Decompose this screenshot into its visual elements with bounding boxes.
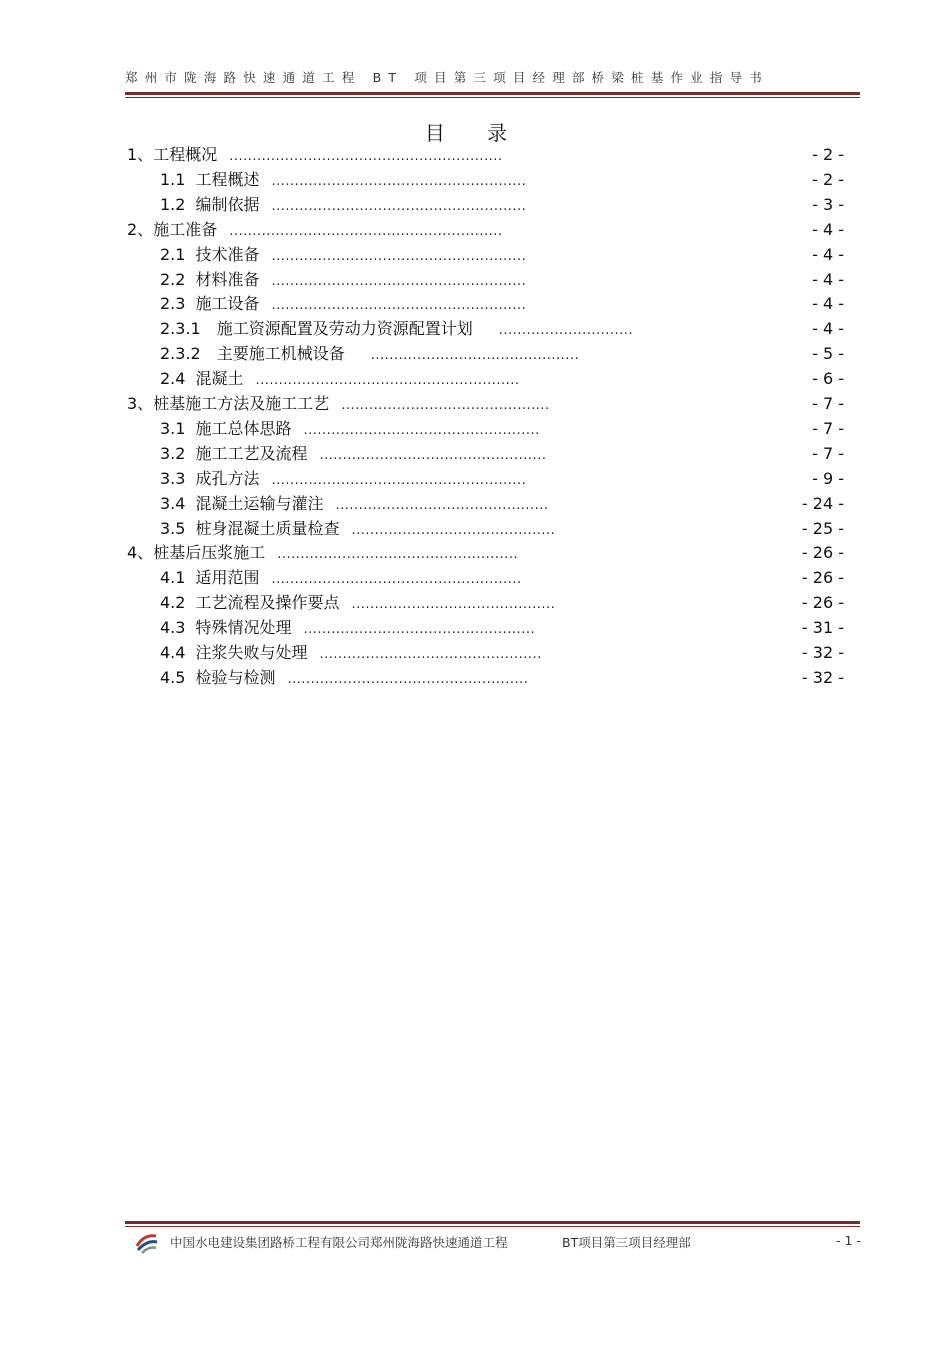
header-title: 郑州市陇海路快速通道工程 BT 项目第三项目经理部桥梁桩基作业指导书 — [125, 70, 769, 85]
toc-entry-number: 2.4 — [160, 369, 186, 389]
toc-entry-title: 桩身混凝土质量检查 — [195, 518, 340, 538]
toc-entry-leader: ........................................................... — [229, 223, 503, 239]
toc-entry[interactable] — [160, 467, 526, 491]
footer-page-number: - 1 - — [836, 1233, 861, 1248]
toc-entry-title: 施工工艺及流程 — [195, 443, 308, 463]
toc-entry[interactable] — [127, 541, 518, 565]
toc-entry-title: 桩基后压浆施工 — [153, 543, 266, 563]
toc-entry-leader: ....................................................... — [271, 173, 527, 189]
toc-entry-page: - 4 - — [812, 294, 844, 314]
toc-entry-number: 2、 — [127, 219, 154, 239]
toc-entry-leader: ....................................................... — [271, 248, 527, 264]
toc-entry-leader: ................................................... — [303, 422, 540, 438]
toc-entry-title: 检验与检测 — [195, 667, 276, 687]
toc-entry-leader: ............................................. — [370, 348, 580, 364]
toc-entry-number: 1、 — [127, 145, 154, 164]
toc-entry-title: 材料准备 — [195, 269, 260, 289]
toc-entry-number: 4.3 — [160, 618, 186, 638]
toc-entry-title: 桩基施工方法及施工工艺 — [153, 394, 330, 413]
toc-entry[interactable] — [160, 442, 546, 466]
toc-entry-number: 3.2 — [160, 443, 186, 463]
toc-entry-number: 1.1 — [160, 169, 186, 189]
toc-entry-leader: .................................................. — [303, 622, 536, 638]
toc-entry[interactable] — [160, 641, 542, 665]
toc-entry-page: - 26 - — [801, 543, 844, 563]
toc-entry-title: 工程概述 — [195, 169, 260, 189]
toc-entry[interactable] — [160, 492, 549, 516]
toc-entry-number: 4.4 — [160, 643, 186, 662]
toc-entry-leader: ........................................................... — [229, 149, 503, 164]
toc-entry-leader: .............................................. — [335, 497, 549, 513]
toc-entry-leader: .................................................... — [287, 671, 529, 687]
toc-entry[interactable] — [160, 566, 522, 590]
toc-entry-leader: ....................................................... — [271, 198, 527, 214]
toc-entry-title: 编制依据 — [195, 194, 260, 214]
toc-entry[interactable] — [160, 367, 520, 391]
toc-entry[interactable] — [160, 292, 526, 316]
toc-entry-title: 工艺流程及操作要点 — [195, 593, 340, 613]
toc-entry-title: 施工资源配置及劳动力资源配置计划 — [216, 319, 473, 339]
toc-entry-leader: ....................................................... — [271, 472, 527, 488]
toc-entry-number: 3.1 — [160, 418, 186, 438]
toc-entry-page: - 2 - — [812, 169, 844, 189]
toc-entry-title: 施工准备 — [153, 219, 218, 239]
toc-entry-page: - 4 - — [812, 269, 844, 289]
toc-entry-number: 4、 — [127, 543, 154, 563]
footer-company: 中国水电建设集团路桥工程有限公司郑州陇海路快速通道工程 — [170, 1235, 508, 1250]
toc-entry[interactable] — [160, 317, 633, 341]
toc-entry-page: - 6 - — [812, 369, 844, 389]
toc-entry-leader: ............................................. — [341, 398, 550, 413]
toc-entry-title: 技术准备 — [195, 244, 260, 264]
toc-entry-leader: ............................................ — [351, 522, 556, 538]
toc-entry-page: - 4 - — [812, 319, 844, 339]
toc-entry-page: - 32 - — [801, 667, 844, 687]
toc-entry-title: 特殊情况处理 — [195, 618, 292, 638]
toc-entry-page: - 9 - — [812, 468, 844, 488]
toc-entry-page: - 24 - — [801, 493, 844, 513]
toc-entry-number: 4.1 — [160, 568, 186, 588]
footer-department: BT项目第三项目经理部 — [562, 1235, 691, 1250]
toc-entry-number: 2.3.2 — [160, 344, 201, 364]
toc-entry-number: 4.2 — [160, 593, 186, 613]
toc-entry[interactable] — [127, 143, 503, 167]
toc-entry-number: 2.2 — [160, 269, 186, 289]
toc-entry[interactable] — [160, 268, 526, 292]
toc-entry[interactable] — [160, 417, 540, 441]
toc-entry-title: 注浆失败与处理 — [195, 643, 308, 662]
toc-entry-leader: ............................. — [498, 323, 634, 339]
toc-entry-page: - 26 - — [801, 593, 844, 613]
company-logo-icon — [134, 1230, 160, 1254]
toc-entry-page: - 5 - — [812, 344, 844, 364]
header-rule-thick — [125, 92, 860, 95]
toc-entry-title: 主要施工机械设备 — [216, 344, 345, 364]
toc-entry-title: 混凝土运输与灌注 — [195, 493, 324, 513]
toc-heading: 目 录 — [424, 121, 526, 145]
toc-entry-number: 3、 — [127, 394, 154, 413]
toc-entry-leader: ......................................................... — [255, 373, 520, 389]
toc-entry[interactable] — [160, 342, 579, 366]
toc-entry[interactable] — [160, 168, 526, 192]
toc-entry-page: - 26 - — [801, 568, 844, 588]
toc-entry-number: 3.5 — [160, 518, 186, 538]
toc-entry-leader: ................................................ — [319, 647, 542, 662]
toc-entry-number: 2.3.1 — [160, 319, 201, 339]
toc-entry[interactable] — [160, 666, 528, 690]
toc-entry-page: - 32 - — [801, 643, 844, 662]
toc-entry-title: 施工总体思路 — [195, 418, 292, 438]
toc-entry-number: 2.3 — [160, 294, 186, 314]
toc-entry[interactable] — [160, 517, 555, 541]
toc-entry-leader: ....................................................... — [271, 298, 527, 314]
toc-entry-title: 适用范围 — [195, 568, 260, 588]
toc-entry-number: 3.4 — [160, 493, 186, 513]
toc-entry-title: 施工设备 — [195, 294, 260, 314]
toc-entry[interactable] — [160, 193, 526, 217]
toc-entry-page: - 2 - — [812, 145, 844, 164]
toc-entry[interactable] — [127, 218, 503, 242]
footer-rule-thick — [125, 1221, 860, 1224]
toc-entry-page: - 7 - — [812, 418, 844, 438]
toc-entry-page: - 7 - — [812, 443, 844, 463]
footer-rule-thin — [125, 1226, 860, 1227]
toc-entry-leader: .................................................... — [277, 547, 519, 563]
toc-entry-page: - 31 - — [801, 618, 844, 638]
toc-entry-leader: ....................................................... — [271, 273, 527, 289]
toc-entry-number: 2.1 — [160, 244, 186, 264]
toc-entry[interactable] — [127, 392, 550, 416]
toc-entry-leader: ............................................ — [351, 597, 556, 613]
toc-entry-page: - 4 - — [812, 219, 844, 239]
header-rule-thin — [125, 97, 860, 98]
toc-entry-leader: ................................................. — [319, 447, 547, 463]
toc-entry-title: 工程概况 — [153, 145, 218, 164]
toc-entry-number: 3.3 — [160, 468, 186, 488]
toc-entry-title: 成孔方法 — [195, 468, 260, 488]
toc-entry[interactable] — [160, 591, 555, 615]
toc-entry-page: - 3 - — [812, 194, 844, 214]
toc-entry-page: - 7 - — [812, 394, 844, 413]
toc-entry-number: 4.5 — [160, 667, 186, 687]
toc-entry[interactable] — [160, 616, 535, 640]
toc-entry-leader: ...................................................... — [271, 572, 522, 588]
toc-entry[interactable] — [160, 243, 526, 267]
toc-entry-page: - 25 - — [801, 518, 844, 538]
toc-entry-page: - 4 - — [812, 244, 844, 264]
toc-entry-number: 1.2 — [160, 194, 186, 214]
toc-entry-title: 混凝土 — [195, 369, 244, 389]
